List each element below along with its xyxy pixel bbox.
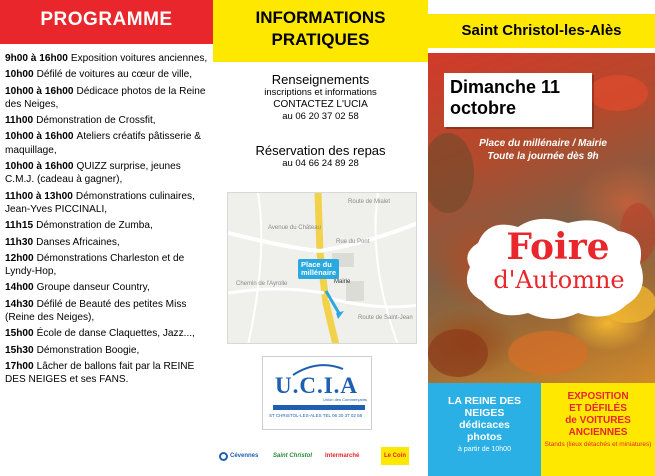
cevennes-logo-icon — [219, 452, 228, 461]
programme-item — [5, 85, 210, 112]
expo-note: Stands (lieux détachés et miniatures) — [544, 441, 652, 448]
programme-desc: École de danse Claquettes, Jazz..., — [36, 328, 195, 340]
expo-line4: ANCIENNES — [568, 427, 628, 438]
sponsor-name: Le Coin — [384, 453, 406, 459]
date-box — [444, 73, 592, 127]
map-street-label: Route de Mialet — [348, 199, 391, 205]
programme-desc: Défilé de Beauté des petites Miss (Reine des Neiges), — [5, 298, 187, 324]
programme-panel — [0, 0, 213, 476]
reine-line2: NEIGES — [464, 407, 505, 419]
map-street-label: Route de Saint-Jean — [358, 315, 413, 321]
programme-desc: Démonstrations Charleston et de Lyndy-Hop, — [5, 252, 185, 278]
programme-desc: Groupe danseur Country, — [36, 282, 150, 294]
programme-item — [5, 281, 210, 294]
programme-time: 14h30 — [5, 298, 34, 310]
foire-title: Foire — [506, 226, 610, 268]
map-mairie-label: Mairie — [334, 279, 351, 285]
place-time: Toute la journée dès 9h — [487, 151, 599, 162]
programme-desc: Lâcher de ballons fait par la REINE DES NEIGES et ses FANS. — [5, 360, 195, 386]
programme-item — [5, 68, 210, 81]
reservation-phone: au 04 66 24 89 28 — [282, 158, 359, 169]
map-street-label: Avenue du Château — [268, 225, 321, 231]
reservation-block — [213, 143, 428, 170]
map-place-tag-line1: Place du — [301, 260, 332, 269]
programme-item — [5, 219, 210, 232]
ucia-logo: U.C.I.A — [275, 373, 359, 398]
place-location: Place du millénaire / Mairie — [479, 138, 607, 149]
programme-time: 10h00 à 16h00 — [5, 85, 74, 97]
map-street-label: Rue du Pont — [336, 239, 370, 245]
informations-header-line2: PRATIQUES — [271, 30, 370, 49]
reine-line3: dédicaces — [459, 419, 510, 431]
exposition-box — [541, 383, 655, 476]
expo-line2: ET DÉFILÉS — [569, 403, 627, 414]
reservation-title: Réservation des repas — [255, 143, 386, 158]
programme-time: 15h00 — [5, 328, 34, 340]
ucia-logo-box — [262, 356, 372, 430]
ucia-address: ST CHRISTOL-LES-ALES TEL 06 20 37 02 58 — [269, 413, 363, 418]
programme-item — [5, 190, 210, 217]
programme-time: 10h00 — [5, 69, 34, 81]
sponsor-name: Saint Christol — [273, 453, 313, 459]
programme-header: PROGRAMME — [0, 0, 213, 44]
ucia-tagline: Union des Commerçants — [323, 397, 368, 402]
renseignements-contact: CONTACTEZ L'UCIA — [273, 99, 368, 110]
sponsor-logo — [325, 447, 359, 465]
programme-desc: Démonstration de Crossfit, — [36, 115, 156, 127]
programme-list — [5, 52, 210, 390]
ucia-bar — [273, 405, 365, 410]
programme-item — [5, 327, 210, 340]
programme-item — [5, 130, 210, 157]
programme-desc: Danses Africaines, — [36, 236, 120, 248]
programme-time: 11h15 — [5, 220, 34, 232]
programme-time: 10h00 à 16h00 — [5, 161, 74, 173]
programme-time: 11h30 — [5, 236, 34, 248]
renseignements-title: Renseignements — [271, 72, 370, 87]
place-info — [438, 137, 648, 163]
informations-header — [213, 0, 428, 62]
sponsor-strip — [213, 440, 428, 470]
programme-item — [5, 252, 210, 279]
programme-desc: Défilé de voitures au cœur de ville, — [36, 69, 193, 81]
foire-subtitle: d'Automne — [493, 266, 625, 294]
sponsor-name: Intermarché — [325, 453, 360, 459]
programme-desc: Démonstration de Zumba, — [36, 220, 153, 232]
programme-item — [5, 344, 210, 357]
programme-time: 17h00 — [5, 360, 34, 372]
town-header: Saint Christol-les-Alès — [428, 14, 655, 48]
programme-item — [5, 360, 210, 387]
programme-desc: Exposition voitures anciennes, — [70, 53, 208, 64]
programme-desc: Démonstration Boogie, — [36, 344, 140, 356]
programme-time: 11h00 à 13h00 — [5, 190, 73, 202]
programme-item — [5, 160, 210, 187]
expo-line1: EXPOSITION — [567, 391, 629, 402]
sponsor-logo — [381, 447, 409, 465]
map-place-tag — [298, 259, 339, 279]
map-street-label: Chemin de l'Ayrolle — [236, 281, 288, 287]
cover-panel — [428, 0, 655, 476]
programme-desc: Ateliers créatifs pâtisserie & maquillage, — [5, 131, 202, 156]
location-map — [227, 192, 417, 344]
sponsor-logo — [273, 447, 312, 465]
programme-item — [5, 52, 210, 65]
programme-time: 15h30 — [5, 344, 34, 356]
programme-time: 10h00 à 16h00 — [5, 131, 74, 143]
renseignements-phone: au 06 20 37 02 58 — [282, 111, 359, 122]
programme-time: 9h00 à 16h00 — [5, 53, 68, 64]
programme-time: 14h00 — [5, 282, 34, 294]
reine-line1: LA REINE DES — [447, 395, 522, 407]
sponsor-logo — [219, 447, 258, 465]
renseignements-line: inscriptions et informations — [264, 87, 377, 98]
informations-header-line1: INFORMATIONS — [255, 8, 386, 27]
programme-desc: Dédicace photos de la Reine des Neiges, — [5, 85, 206, 110]
reine-des-neiges-box — [428, 383, 541, 476]
date-day: Dimanche 11 — [450, 77, 561, 97]
map-place-tag-line2: millénaire — [301, 268, 337, 277]
programme-desc: Démonstrations culinaires, Jean-Yves PICCINALI, — [5, 190, 195, 215]
programme-time: 11h00 — [5, 115, 34, 127]
renseignements-block — [213, 72, 428, 123]
autumn-leaves-photo — [428, 53, 655, 383]
programme-item — [5, 236, 210, 249]
expo-line3: de VOITURES — [565, 415, 631, 426]
programme-item — [5, 298, 210, 325]
programme-desc: QUIZZ surprise, jeunes C.M.J. (cadeau à gagner), — [5, 161, 181, 186]
sponsor-name: Cévennes — [230, 453, 259, 459]
programme-item — [5, 114, 210, 127]
reine-line4: photos — [467, 431, 502, 443]
informations-panel — [213, 0, 428, 476]
programme-time: 12h00 — [5, 252, 34, 264]
date-month: octobre — [450, 98, 517, 118]
reine-time: à partir de 10h00 — [458, 446, 511, 453]
